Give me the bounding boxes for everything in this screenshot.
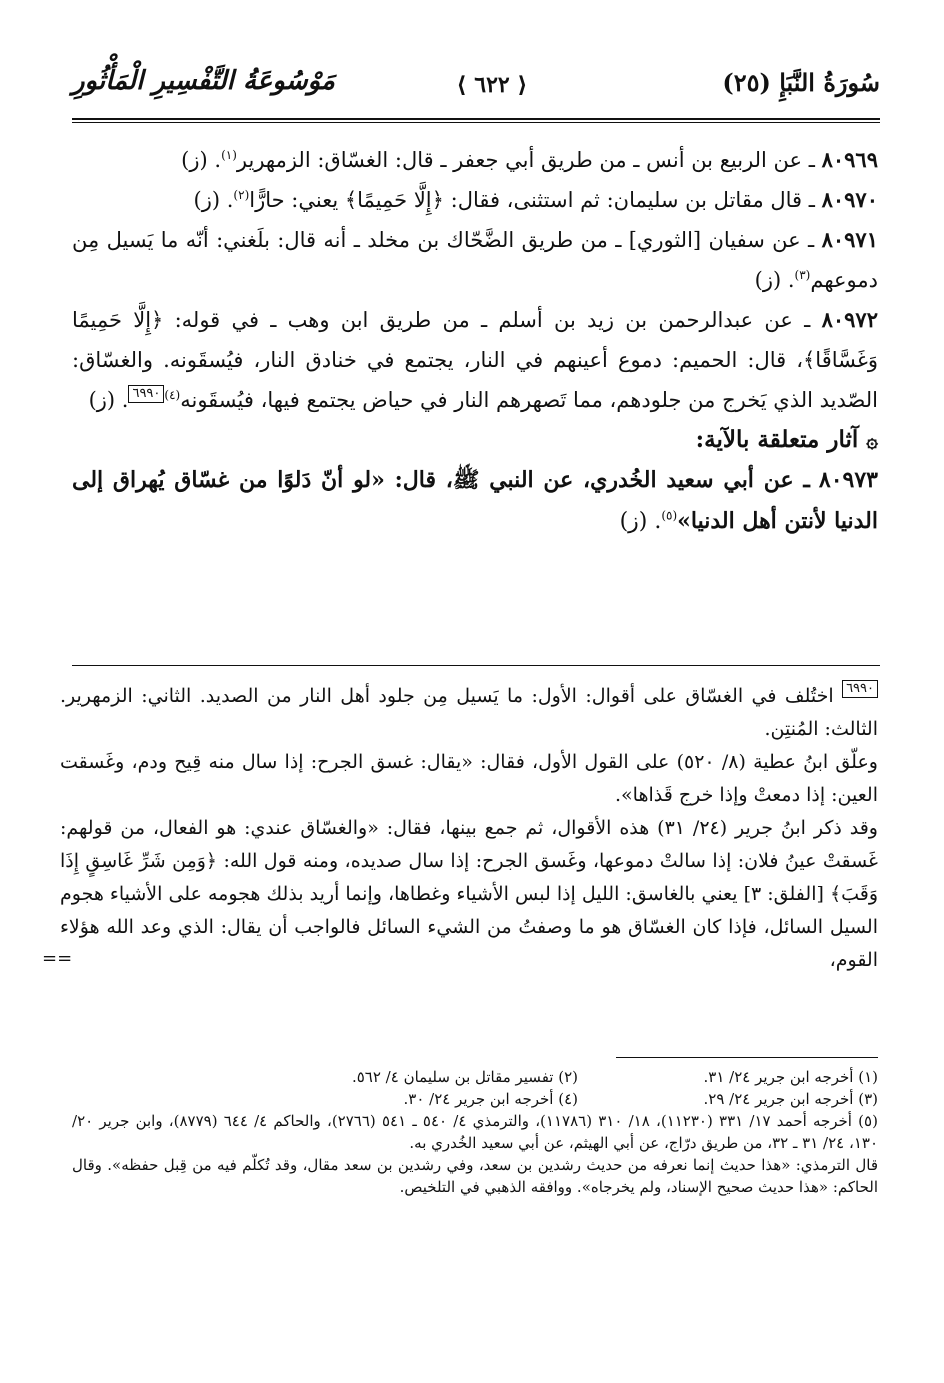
footnote: (٥) أخرجه أحمد ١٧/ ٣٣١ (١١٢٣٠)، ١٨/ ٣١٠ (١١٧٨٦)، والترمذي ٤/ ٥٤٠ ـ ٥٤١ (٢٧٦٦)، والحاكم ٤/ ٦٤٤ (٨٧٧٩)، وابن جرير ٢٠/ ١٣٠، ٢٤/ ٣١ ـ ٣٢، من طريق درّاج، عن أبي الهيثم، عن أبي سعيد الخُدري به. xyxy=(72,1112,878,1152)
entry-number: ٨٠٩٧٠ xyxy=(821,187,878,212)
entry: ٨٠٩٧١ ـ عن سفيان [الثوري] ـ من طريق الضَّحّاك بن مخلد ـ أنه قال: بلَغني: أنّه ما يَسيل مِن دموعهم$^{(٣)}$. (ز) xyxy=(72,227,878,292)
footnote: (١) أخرجه ابن جرير ٢٤/ ٣١. xyxy=(703,1068,878,1086)
commentary-paragraph: وقد ذكر ابنُ جرير (٢٤/ ٣١) هذه الأقوال، ثم جمع بينها، فقال: «والغسّاق عندي: هو الفعال، من قولهم: غَسقتْ عينُ فلان: إذا سالتْ دموعها، وغَسق الجرح: إذا سال صديده، ومنه قول الله: ﴿وَمِن شَرِّ غَاسِقٍ إِذَا وَقَبَ﴾ [الفلق: ٣] يعني بالغاسق: الليل إذا لبس الأشياء وغطاها، وإنما أريد بذلك هجومه على الأشياء هجوم السيل السائل، فإذا كان الغسّاق هو ما وصفتُ من الشيء السائل فالواجب أن يقال: الذي وعد الله هؤلاء القوم، xyxy=(60,817,878,971)
continuation-mark: == xyxy=(42,948,73,969)
footnote-row xyxy=(72,1066,878,1088)
page-header xyxy=(72,66,880,106)
page-number: ⟨ ٦٢٢ ⟩ xyxy=(456,72,528,98)
entry-number: ٨٠٩٧٣ xyxy=(818,467,878,493)
commentary-paragraph: وعلّق ابنُ عطية (٨/ ٥٢٠) على القول الأول، فقال: «يقال: غسق الجرح: إذا سال منه قِيح ودم، وغَسقت العين: إذا دمعتْ وإذا خرج قَذاها». xyxy=(60,751,878,806)
entry: ٨٠٩٦٩ ـ عن الربيع بن أنس ـ من طريق أبي جعفر ـ قال: الغسّاق: الزمهرير$^{(١)}$. (ز) xyxy=(181,147,878,172)
footnote: (٣) أخرجه ابن جرير ٢٤/ ٢٩. xyxy=(703,1090,878,1108)
entry-text: ـ عن سفيان [الثوري] ـ من طريق الضَّحّاك بن مخلد ـ أنه قال: بلَغني: أنّه ما يَسيل مِن دموعهم xyxy=(72,228,878,292)
commentary-number-box: ٦٩٩٠ xyxy=(842,680,878,698)
section-heading: ۞ آثار متعلقة بالآية: xyxy=(695,426,878,453)
commentary xyxy=(42,680,878,977)
main-text xyxy=(72,140,878,542)
footnote: (٢) تفسير مقاتل بن سليمان ٤/ ٥٦٢. xyxy=(351,1068,578,1086)
flower-ornament-icon: ۞ xyxy=(866,428,878,452)
entry: ٨٠٩٧٠ ـ قال مقاتل بن سليمان: ثم استثنى، فقال: ﴿إِلَّا حَمِيمًا﴾ يعني: حارًّا$^{(٢)}$. (ز) xyxy=(193,187,878,212)
footnote-ref: (٥) xyxy=(661,508,678,523)
footnote-row xyxy=(72,1088,878,1110)
entry-text: ـ عن الربيع بن أنس ـ من طريق أبي جعفر ـ قال: الغسّاق: الزمهرير xyxy=(236,148,815,172)
entry-number: ٨٠٩٦٩ xyxy=(821,147,878,172)
book-title: مَوْسُوعَةُ التَّفْسِيرِ الْمَأْثُورِ xyxy=(72,66,335,96)
entry-text: ـ عن عبدالرحمن بن زيد بن أسلم ـ من طريق ابن وهب ـ في قوله: ﴿إِلَّا حَمِيمًا وَغَسَّاقًا﴾، قال: الحميم: دموع أعينهم في النار، يجتمع في خنادق النار، فيُسقَونه. والغسّاق: الصّديد الذي يَخرج من جلودهم، مما تَصهرهم النار في حياض يجتمع فيها، فيُسقَونه xyxy=(72,308,878,412)
footnote-ref: (٢) xyxy=(233,188,250,202)
footnotes xyxy=(72,1066,878,1198)
footnote-ref: (٤) xyxy=(164,388,181,402)
surah-title: سُورَةُ النَّبَإِ (٢٥) xyxy=(722,68,880,97)
entry-number: ٨٠٩٧١ xyxy=(821,227,878,252)
entry: ٨٠٩٧٣ ـ عن أبي سعيد الخُدري، عن النبي ﷺ، قال: «لو أنّ دَلوًا من غسّاق يُهراق إلى الدنيا لأنتن أهل الدنيا»$^{(٥)}$. (ز) xyxy=(72,467,878,534)
footnote: (٤) أخرجه ابن جرير ٢٤/ ٣٠. xyxy=(403,1090,578,1108)
footnote-ref: (١) xyxy=(221,148,237,162)
footnote-rule xyxy=(616,1057,878,1058)
footnote: قال الترمذي: «هذا حديث إنما نعرفه من حديث رشدين بن سعد، وفي رشدين بن سعد مقال، وقد تُكلّم فيه من قِبل حفظه». وقال الحاكم: «هذا حديث صحيح الإسناد، ولم يخرجاه». ووافقه الذهبي في التلخيص. xyxy=(72,1156,878,1196)
commentary-rule xyxy=(72,665,880,666)
entry: ٨٠٩٧٢ ـ عن عبدالرحمن بن زيد بن أسلم ـ من طريق ابن وهب ـ في قوله: ﴿إِلَّا حَمِيمًا وَغَسَّاقًا﴾، قال: الحميم: دموع أعينهم في النار، يجتمع في خنادق النار، فيُسقَونه. والغسّاق: الصّديد الذي يَخرج من جلودهم، مما تَصهرهم النار في حياض يجتمع فيها، فيُسقَونه$^{(٤)}$٦٩٩٠. (ز) xyxy=(72,307,878,412)
entry-text: ـ قال مقاتل بن سليمان: ثم استثنى، فقال: ﴿إِلَّا حَمِيمًا﴾ يعني: حارًّا xyxy=(249,188,815,212)
entry-number: ٨٠٩٧٢ xyxy=(821,307,878,332)
footnote-ref: (٣) xyxy=(794,268,811,282)
entry-text: ـ عن أبي سعيد الخُدري، عن النبي ﷺ، قال: «لو أنّ دَلوًا من غسّاق يُهراق إلى الدنيا لأنتن أهل الدنيا» xyxy=(72,467,878,534)
header-rule-thin xyxy=(72,122,880,123)
commentary-paragraph: ٦٩٩٠ اختُلف في الغسّاق على أقوال: الأول: ما يَسيل مِن جلود أهل النار من الصديد. الثاني: الزمهرير. الثالث: المُنتِن. xyxy=(60,681,878,740)
commentary-ref-box: ٦٩٩٠ xyxy=(128,385,164,403)
header-rule xyxy=(72,118,880,120)
